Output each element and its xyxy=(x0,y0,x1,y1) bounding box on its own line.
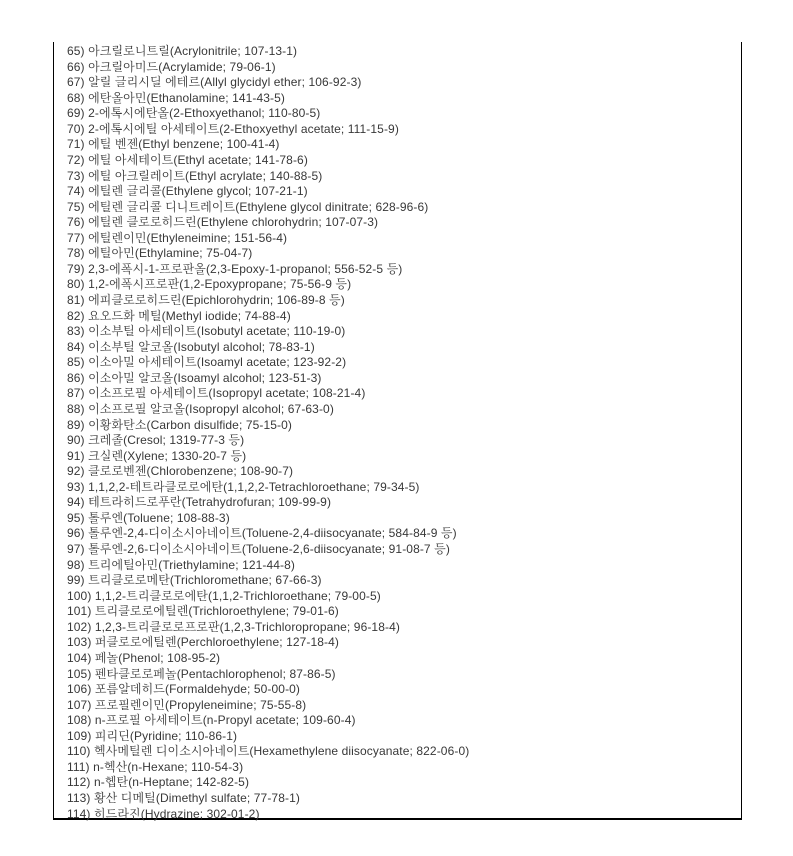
list-item: 109) 피리딘(Pyridine; 110-86-1) xyxy=(67,728,238,743)
list-item: 106) 포름알데히드(Formaldehyde; 50-00-0) xyxy=(67,682,301,697)
list-item: 108) n-프로필 아세테이트(n-Propyl acetate; 109-60-4) xyxy=(67,713,356,728)
list-item: 98) 트리에틸아민(Triethylamine; 121-44-8) xyxy=(67,557,296,572)
list-item: 81) 에피클로로히드린(Epichlorohydrin; 106-89-8 등) xyxy=(67,293,345,307)
list-item: 93) 1,1,2,2-테트라클로로에탄(1,1,2,2-Tetrachloroethane; 79-34-5) xyxy=(67,479,420,494)
list-item: 114) 히드라진(Hydrazine; 302-01-2) xyxy=(67,806,260,821)
list-item: 85) 이소아밀 아세테이트(Isoamyl acetate; 123-92-2) xyxy=(67,355,347,370)
list-item: 100) 1,1,2-트리클로로에탄(1,1,2-Trichloroethane; 79-00-5) xyxy=(67,588,381,603)
list-item: 76) 에틸렌 클로로히드린(Ethylene chlorohydrin; 107-07-3) xyxy=(67,215,379,230)
list-item: 96) 톨루엔-2,4-디이소시아네이트(Toluene-2,4-diisocyanate; 584-84-9 등) xyxy=(67,526,457,541)
list-item: 82) 요오드화 메틸(Methyl iodide; 74-88-4) xyxy=(67,308,291,323)
list-item: 79) 2,3-에폭시-1-프로판올(2,3-Epoxy-1-propanol; 556-52-5 등) xyxy=(67,261,403,276)
list-item: 68) 에탄올아민(Ethanolamine; 141-43-5) xyxy=(67,90,286,105)
list-item: 80) 1,2-에폭시프로판(1,2-Epoxypropane; 75-56-9 등) xyxy=(67,277,352,292)
list-item: 70) 2-에톡시에틸 아세테이트(2-Ethoxyethyl acetate; 111-15-9) xyxy=(67,121,399,136)
list-item: 86) 이소아밀 알코올(Isoamyl alcohol; 123-51-3) xyxy=(67,370,322,385)
list-item: 97) 톨루엔-2,6-디이소시아네이트(Toluene-2,6-diisocyanate; 91-08-7 등) xyxy=(67,542,450,556)
list-item: 72) 에틸 아세테이트(Ethyl acetate; 141-78-6) xyxy=(67,152,308,167)
list-item: 78) 에틸아민(Ethylamine; 75-04-7) xyxy=(67,246,253,261)
list-item: 71) 에틸 벤젠(Ethyl benzene; 100-41-4) xyxy=(67,137,280,152)
list-item: 91) 크실렌(Xylene; 1330-20-7 등) xyxy=(67,448,247,463)
list-item: 67) 알릴 글리시딜 에테르(Allyl glycidyl ether; 106-92-3) xyxy=(67,75,362,90)
list-item: 105) 펜타클로로페놀(Pentachlorophenol; 87-86-5) xyxy=(67,666,336,681)
list-item: 92) 클로로벤젠(Chlorobenzene; 108-90-7) xyxy=(67,464,294,479)
list-item: 104) 페놀(Phenol; 108-95-2) xyxy=(67,650,221,665)
list-item: 107) 프로필렌이민(Propyleneimine; 75-55-8) xyxy=(67,697,307,712)
list-item: 111) n-헥산(n-Hexane; 110-54-3) xyxy=(67,759,244,774)
chemical-list-table-cell xyxy=(53,42,742,820)
list-item: 89) 이황화탄소(Carbon disulfide; 75-15-0) xyxy=(67,417,292,432)
list-item: 112) n-헵탄(n-Heptane; 142-82-5) xyxy=(67,775,250,790)
list-item: 102) 1,2,3-트리클로로프로판(1,2,3-Trichloropropane; 96-18-4) xyxy=(67,619,400,634)
list-item: 101) 트리클로로에틸렌(Trichloroethylene; 79-01-6) xyxy=(67,604,339,619)
list-item: 74) 에틸렌 글리콜(Ethylene glycol; 107-21-1) xyxy=(67,184,308,199)
list-item: 77) 에틸렌이민(Ethyleneimine; 151-56-4) xyxy=(67,230,288,245)
list-item: 75) 에틸렌 글리콜 디니트레이트(Ethylene glycol dinitrate; 628-96-6) xyxy=(67,199,429,214)
list-item: 88) 이소프로필 알코올(Isopropyl alcohol; 67-63-0) xyxy=(67,401,334,416)
list-item: 103) 퍼클로로에틸렌(Perchloroethylene; 127-18-4) xyxy=(67,635,340,650)
list-item: 110) 헥사메틸렌 디이소시아네이트(Hexamethylene diisocyanate; 822-06-0) xyxy=(67,744,470,759)
list-item: 69) 2-에톡시에탄올(2-Ethoxyethanol; 110-80-5) xyxy=(67,106,321,121)
list-item: 95) 톨루엔(Toluene; 108-88-3) xyxy=(67,510,230,525)
list-item: 99) 트리클로로메탄(Trichloromethane; 67-66-3) xyxy=(67,573,322,588)
list-item: 113) 황산 디메틸(Dimethyl sulfate; 77-78-1) xyxy=(67,791,300,805)
list-item: 65) 아크릴로니트릴(Acrylonitrile; 107-13-1) xyxy=(67,44,298,58)
list-item: 83) 이소부틸 아세테이트(Isobutyl acetate; 110-19-0) xyxy=(67,324,346,339)
list-item: 84) 이소부틸 알코올(Isobutyl alcohol; 78-83-1) xyxy=(67,339,315,354)
list-item: 73) 에틸 아크릴레이트(Ethyl acrylate; 140-88-5) xyxy=(67,168,323,183)
list-item: 90) 크레졸(Cresol; 1319-77-3 등) xyxy=(67,433,245,448)
list-item: 94) 테트라히드로푸란(Tetrahydrofuran; 109-99-9) xyxy=(67,495,332,510)
list-item: 66) 아크릴아미드(Acrylamide; 79-06-1) xyxy=(67,59,276,74)
list-item: 87) 이소프로필 아세테이트(Isopropyl acetate; 108-21-4) xyxy=(67,386,366,401)
